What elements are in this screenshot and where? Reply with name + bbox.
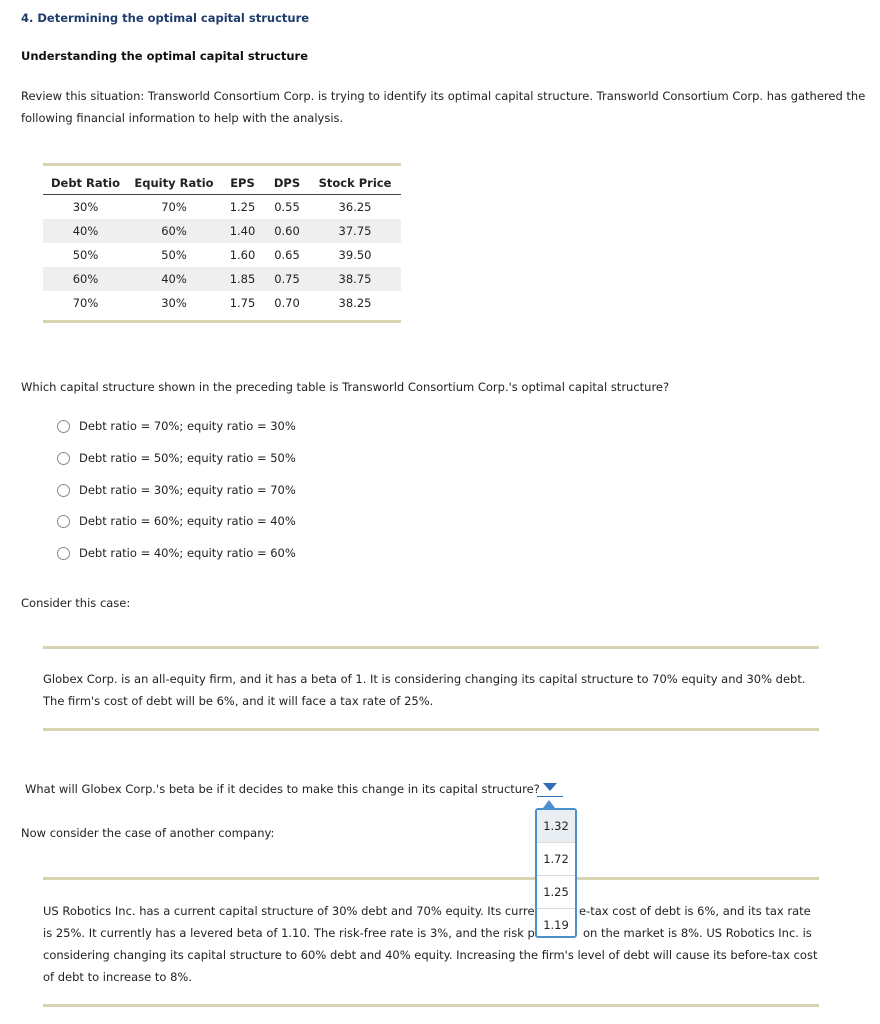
cell-dps: 0.55 — [274, 200, 300, 214]
question-globex-beta: What will Globex Corp.'s beta be if it decides to make this change in its capital structure? — [25, 782, 540, 796]
table-row — [43, 291, 401, 315]
header-debt-ratio: Debt Ratio — [43, 172, 128, 195]
dropdown-option[interactable]: 1.25 — [537, 876, 575, 909]
intro-paragraph — [21, 85, 871, 129]
usr-line-2 — [43, 922, 819, 944]
cell-stock-price: 38.25 — [338, 296, 372, 310]
cell-dps: 0.70 — [274, 296, 300, 310]
cell-equity-ratio: 50% — [161, 248, 187, 262]
radio-button[interactable] — [57, 420, 70, 433]
cell-equity-ratio: 60% — [128, 219, 220, 243]
globex-line-2: The firm's cost of debt will be 6%, and it will face a tax rate of 25%. — [43, 694, 434, 708]
cell-eps: 1.85 — [220, 267, 265, 291]
dropdown-option[interactable]: 1.32 — [537, 810, 575, 843]
option-4[interactable] — [57, 513, 296, 529]
radio-button[interactable] — [57, 484, 70, 497]
cell-debt-ratio: 30% — [72, 200, 99, 214]
radio-button[interactable] — [57, 452, 70, 465]
radio-button[interactable] — [57, 515, 70, 528]
cell-eps: 1.75 — [229, 296, 256, 310]
cell-eps: 1.25 — [229, 200, 256, 214]
chevron-down-icon — [543, 783, 557, 791]
dropdown-option[interactable]: 1.19 — [543, 918, 569, 932]
usr-top-rule — [43, 877, 819, 880]
header-equity-ratio: Equity Ratio — [128, 172, 220, 195]
option-label: Debt ratio = 30%; equity ratio = 70% — [79, 483, 296, 497]
usr-line-2-end: on the market is 8%. US Robotics Inc. is — [583, 926, 812, 940]
cell-equity-ratio: 30% — [161, 296, 187, 310]
table-header-row — [43, 172, 401, 195]
option-1[interactable] — [57, 418, 296, 434]
cell-stock-price: 37.75 — [309, 219, 401, 243]
cell-eps: 1.40 — [220, 219, 265, 243]
option-label: Debt ratio = 40%; equity ratio = 60% — [79, 546, 296, 560]
cell-stock-price: 39.50 — [338, 248, 372, 262]
globex-paragraph — [43, 668, 819, 712]
table-row — [43, 267, 401, 291]
usr-line-1 — [43, 900, 819, 922]
cell-debt-ratio: 70% — [72, 296, 99, 310]
cell-stock-price: 38.75 — [309, 267, 401, 291]
radio-button[interactable] — [57, 547, 70, 560]
beta-dropdown-toggle[interactable] — [537, 778, 563, 798]
option-label: Debt ratio = 60%; equity ratio = 40% — [79, 514, 296, 528]
cell-dps: 0.65 — [274, 248, 300, 262]
usr-paragraph — [43, 900, 819, 988]
usr-line-4: of debt to increase to 8%. — [43, 970, 193, 984]
table-row — [43, 195, 401, 220]
intro-line-2: following financial information to help with the analysis. — [21, 111, 344, 125]
cell-equity-ratio: 70% — [161, 200, 187, 214]
cell-eps: 1.60 — [229, 248, 256, 262]
usr-line-1-start: US Robotics Inc. has a current capital structure of 30% debt and 70% equity. Its curre — [43, 904, 535, 918]
cell-debt-ratio: 60% — [43, 267, 128, 291]
section-title: 4. Determining the optimal capital structure — [21, 11, 310, 25]
option-2[interactable] — [57, 450, 296, 466]
financial-table — [43, 172, 401, 315]
dropdown-pointer — [543, 800, 555, 808]
header-stock-price: Stock Price — [309, 172, 401, 195]
cell-stock-price: 36.25 — [338, 200, 372, 214]
usr-line-2-start: is 25%. It currently has a levered beta of 1.10. The risk-free rate is 3%, and the risk p — [43, 926, 535, 940]
intro-line-1: Review this situation: Transworld Consortium Corp. is trying to identify its optimal capital structure. Transworld Consortium Corp. has gathered the — [21, 89, 866, 103]
cell-dps: 0.75 — [265, 267, 309, 291]
table-row — [43, 243, 401, 267]
cell-equity-ratio: 40% — [128, 267, 220, 291]
globex-line-1: Globex Corp. is an all-equity firm, and it has a beta of 1. It is considering changing its capital structure to 70% equity and 30% debt. — [43, 672, 806, 686]
option-3[interactable] — [57, 482, 296, 498]
another-company-label: Now consider the case of another company: — [21, 826, 275, 840]
dropdown-option[interactable]: 1.72 — [537, 843, 575, 876]
dropdown-underline — [537, 796, 563, 797]
usr-bottom-rule — [43, 1004, 819, 1007]
cell-dps: 0.60 — [265, 219, 309, 243]
usr-line-1-end: e-tax cost of debt is 6%, and its tax rate — [579, 904, 811, 918]
consider-case-label: Consider this case: — [21, 596, 131, 610]
option-label: Debt ratio = 70%; equity ratio = 30% — [79, 419, 296, 433]
option-5[interactable] — [57, 545, 296, 561]
table-top-rule — [43, 163, 401, 166]
subsection-title: Understanding the optimal capital structure — [21, 49, 308, 63]
table-row — [43, 219, 401, 243]
beta-dropdown-list[interactable] — [535, 808, 577, 938]
globex-bottom-rule — [43, 728, 819, 731]
header-dps: DPS — [265, 172, 309, 195]
globex-top-rule — [43, 646, 819, 649]
cell-debt-ratio: 40% — [43, 219, 128, 243]
option-label: Debt ratio = 50%; equity ratio = 50% — [79, 451, 296, 465]
cell-debt-ratio: 50% — [72, 248, 99, 262]
table-bottom-rule — [43, 320, 401, 323]
header-eps: EPS — [220, 172, 265, 195]
question-optimal-structure: Which capital structure shown in the preceding table is Transworld Consortium Corp.'s optimal capital structure? — [21, 380, 670, 394]
usr-line-3: considering changing its capital structure to 60% debt and 40% equity. Increasing the firm's level of debt will cause its before-tax cost — [43, 948, 818, 962]
